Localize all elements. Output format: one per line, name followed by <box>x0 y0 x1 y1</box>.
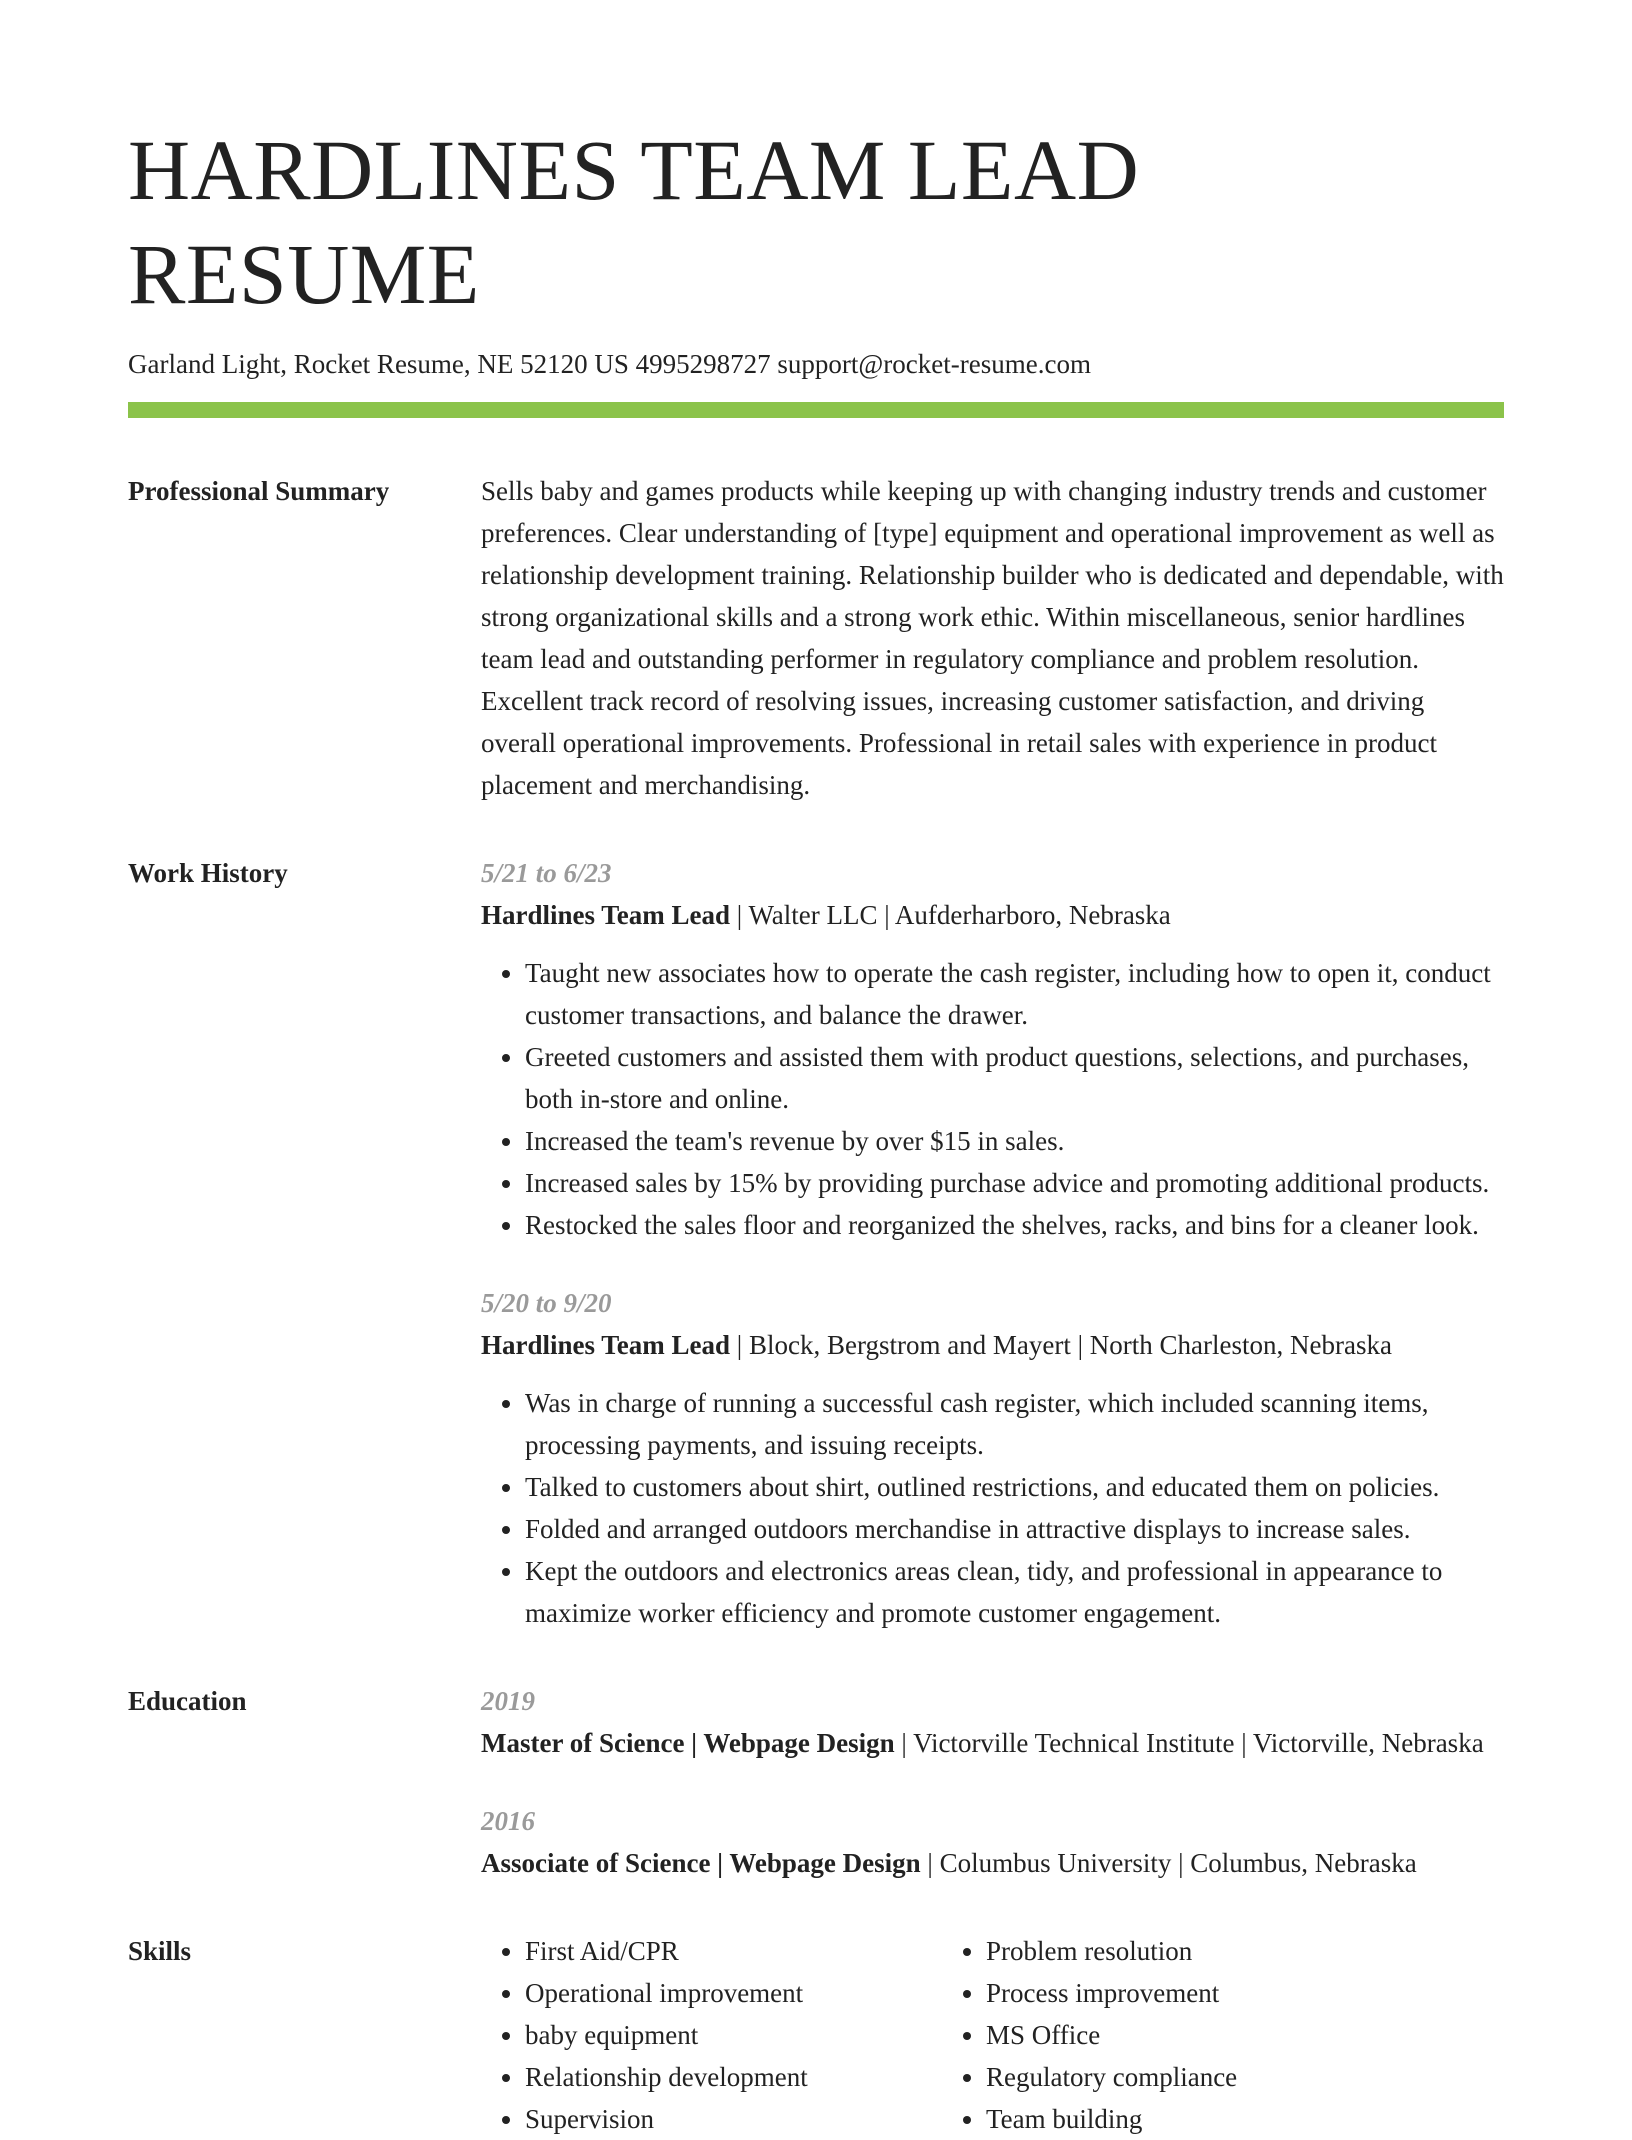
skill-item: • Process improvement <box>986 1972 1504 2014</box>
education-heading <box>481 1842 1504 1884</box>
job-title: Hardlines Team Lead <box>481 1330 731 1360</box>
job-bullets <box>481 1382 1504 1634</box>
job-heading <box>481 894 1504 936</box>
contact-line: Garland Light, Rocket Resume, NE 52120 US 4995298727 support@rocket-resume.com <box>128 349 1091 379</box>
job-entry <box>481 1282 1504 1634</box>
job-bullet: • Greeted customers and assisted them with product questions, selections, and purchases, both in-store and online. <box>525 1036 1504 1120</box>
education-section <box>128 1680 1504 1884</box>
section-label-skills: Skills <box>128 1936 192 1966</box>
skill-item: • baby equipment <box>525 2014 942 2056</box>
education-entry <box>481 1800 1504 1884</box>
accent-divider <box>128 402 1504 418</box>
education-year: 2016 <box>481 1806 535 1836</box>
job-bullet: • Kept the outdoors and electronics areas clean, tidy, and professional in appearance to maximize worker efficiency and promote customer engagement. <box>525 1550 1504 1634</box>
job-details: | Walter LLC | Aufderharboro, Nebraska <box>730 900 1171 930</box>
job-bullet: • Was in charge of running a successful cash register, which included scanning items, processing payments, and issuing receipts. <box>525 1382 1504 1466</box>
job-title: Hardlines Team Lead <box>481 900 731 930</box>
skill-item: • Operational improvement <box>525 1972 942 2014</box>
job-bullet: • Taught new associates how to operate the cash register, including how to open it, conduct customer transactions, and balance the drawer. <box>525 952 1504 1036</box>
skills-list <box>481 1930 1504 2140</box>
skill-item: • MS Office <box>986 2014 1504 2056</box>
job-bullets <box>481 952 1504 1246</box>
job-bullet: • Increased sales by 15% by providing purchase advice and promoting additional products. <box>525 1162 1504 1204</box>
job-bullet: • Restocked the sales floor and reorganized the shelves, racks, and bins for a cleaner look. <box>525 1204 1504 1246</box>
education-year: 2019 <box>481 1686 535 1716</box>
education-details: | Victorville Technical Institute | Victorville, Nebraska <box>894 1728 1484 1758</box>
job-dates: 5/20 to 9/20 <box>481 1288 612 1318</box>
summary-section <box>128 470 1504 806</box>
job-entry <box>481 852 1504 1246</box>
education-degree: Associate of Science | Webpage Design <box>481 1848 921 1878</box>
education-heading <box>481 1722 1504 1764</box>
job-bullet: • Talked to customers about shirt, outlined restrictions, and educated them on policies. <box>525 1466 1504 1508</box>
education-details: | Columbus University | Columbus, Nebraska <box>920 1848 1417 1878</box>
job-details: | Block, Bergstrom and Mayert | North Charleston, Nebraska <box>730 1330 1392 1360</box>
work-history-section <box>128 852 1504 1634</box>
section-label-summary: Professional Summary <box>128 476 390 506</box>
skill-item: • Team building <box>986 2098 1504 2140</box>
skill-item: • Problem resolution <box>986 1930 1504 1972</box>
education-entry <box>481 1680 1504 1764</box>
job-heading <box>481 1324 1504 1366</box>
job-bullet: • Folded and arranged outdoors merchandise in attractive displays to increase sales. <box>525 1508 1504 1550</box>
summary-text: Sells baby and games products while keeping up with changing industry trends and customer preferences. Clear understanding of [type] equipment and operational improvement as well as relationship development training. Relationship builder who is dedicated and dependable, with strong organizational skills and a strong work ethic. Within miscellaneous, senior hardlines team lead and outstanding performer in regulatory compliance and problem resolution. Excellent track record of resolving issues, increasing customer satisfaction, and driving overall operational improvements. Professional in retail sales with experience in product placement and merchandising. <box>481 476 1504 800</box>
education-degree: Master of Science | Webpage Design <box>481 1728 895 1758</box>
skill-item: • Regulatory compliance <box>986 2056 1504 2098</box>
job-dates: 5/21 to 6/23 <box>481 858 612 888</box>
section-label-education: Education <box>128 1686 247 1716</box>
skills-section <box>128 1930 1504 2140</box>
skill-item: • Supervision <box>525 2098 942 2140</box>
section-label-work-history: Work History <box>128 858 288 888</box>
job-bullet: • Increased the team's revenue by over $15 in sales. <box>525 1120 1504 1162</box>
skills-column-2 <box>942 1930 1504 2140</box>
skill-item: • Relationship development <box>525 2056 942 2098</box>
skills-column-1 <box>481 1930 942 2140</box>
resume-title: HARDLINES TEAM LEAD RESUME <box>128 122 1140 322</box>
skill-item: • First Aid/CPR <box>525 1930 942 1972</box>
